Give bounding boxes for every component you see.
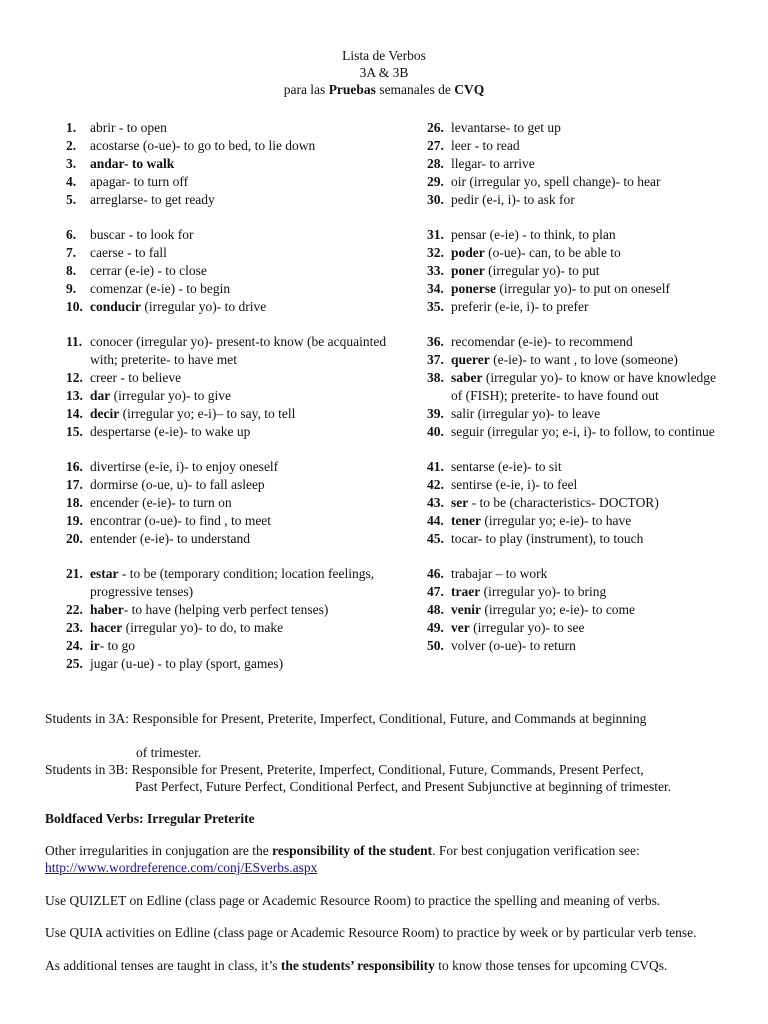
note-3b-line1: Students in 3B: Responsible for Present, Preterite, Imperfect, Conditional, Future, Commands, Present Perfect, xyxy=(45,762,644,777)
verb-item xyxy=(66,119,416,137)
verb-text xyxy=(90,565,416,601)
verb-item xyxy=(66,405,416,423)
verb-item xyxy=(427,280,727,298)
verb-text xyxy=(90,280,416,298)
verb-text xyxy=(90,601,416,619)
verb-number: 19. xyxy=(66,513,83,528)
verb-definition: trabajar – to work xyxy=(451,566,548,581)
verb-item xyxy=(66,476,416,494)
boldfaced-note: Boldfaced Verbs: Irregular Preterite xyxy=(45,811,255,826)
verb-item xyxy=(66,173,416,191)
verb-item xyxy=(66,137,416,155)
verb-number: 38. xyxy=(427,370,444,385)
verb-bold: ponerse xyxy=(451,281,496,296)
verb-bold: tener xyxy=(451,513,481,528)
note-3a-line1: Students in 3A: Responsible for Present, Preterite, Imperfect, Conditional, Future, and Commands at beginning xyxy=(45,711,647,726)
verb-item xyxy=(427,244,727,262)
verb-number: 50. xyxy=(427,638,444,653)
verb-definition: cerrar (e-ie) - to close xyxy=(90,263,207,278)
verb-item xyxy=(427,494,727,512)
verb-item xyxy=(66,191,416,209)
verb-text xyxy=(451,423,727,441)
verb-definition: leer - to read xyxy=(451,138,520,153)
verb-number: 32. xyxy=(427,245,444,260)
verb-number: 22. xyxy=(66,602,83,617)
verb-definition: - to go xyxy=(99,638,135,653)
verb-number: 13. xyxy=(66,388,83,403)
verb-item xyxy=(427,583,727,601)
subtitle-line xyxy=(0,81,768,98)
other-text-post: . For best conjugation verification see: xyxy=(432,843,640,858)
verb-group xyxy=(66,565,416,673)
verb-number: 49. xyxy=(427,620,444,635)
verb-number: 29. xyxy=(427,174,444,189)
verb-text xyxy=(90,458,416,476)
verb-number: 11. xyxy=(66,334,83,349)
verb-item xyxy=(66,387,416,405)
verb-number: 3. xyxy=(66,156,77,171)
other-irregularities-note xyxy=(45,842,725,876)
verb-group xyxy=(66,458,416,548)
verb-group xyxy=(427,333,727,441)
verb-text xyxy=(90,137,416,155)
subtitle-text-mid: semanales de xyxy=(375,82,455,97)
verb-item xyxy=(66,637,416,655)
verb-definition: (irregular yo)- to see xyxy=(469,620,585,635)
verb-text xyxy=(451,476,727,494)
verb-definition: dormirse (o-ue, u)- to fall asleep xyxy=(90,477,265,492)
verb-column-left xyxy=(66,119,416,690)
verb-bold: haber xyxy=(90,602,124,617)
verb-number: 1. xyxy=(66,120,77,135)
verb-item xyxy=(66,333,416,369)
verb-definition: tocar- to play (instrument), to touch xyxy=(451,531,644,546)
verb-number: 28. xyxy=(427,156,444,171)
verb-text xyxy=(90,387,416,405)
verb-number: 8. xyxy=(66,263,77,278)
verb-item xyxy=(66,458,416,476)
title: Lista de Verbos xyxy=(342,48,426,63)
verb-item xyxy=(427,619,727,637)
verb-number: 33. xyxy=(427,263,444,278)
verb-item xyxy=(427,369,727,405)
note-3a-line2: of trimester. xyxy=(136,745,202,760)
other-text-bold: responsibility of the student xyxy=(272,843,433,858)
verb-item xyxy=(427,226,727,244)
verb-group xyxy=(66,226,416,316)
verb-bold: venir xyxy=(451,602,481,617)
verb-number: 41. xyxy=(427,459,444,474)
verb-definition: llegar- to arrive xyxy=(451,156,535,171)
verb-text xyxy=(451,565,727,583)
quizlet-note: Use QUIZLET on Edline (class page or Academic Resource Room) to practice the spelling and meaning of verbs. xyxy=(45,893,661,908)
verb-text xyxy=(90,333,416,369)
verb-item xyxy=(66,423,416,441)
verb-item xyxy=(66,280,416,298)
verb-item xyxy=(66,512,416,530)
verb-number: 6. xyxy=(66,227,77,242)
verb-group xyxy=(66,119,416,209)
verb-bold: andar- to walk xyxy=(90,156,175,171)
verb-definition: preferir (e-ie, i)- to prefer xyxy=(451,299,589,314)
verb-item xyxy=(427,601,727,619)
verb-item xyxy=(427,423,727,441)
verb-group xyxy=(66,333,416,441)
verb-group xyxy=(427,565,727,655)
verb-item xyxy=(427,333,727,351)
verb-item xyxy=(427,530,727,548)
verb-text xyxy=(451,351,727,369)
verb-text xyxy=(451,494,727,512)
verb-text xyxy=(90,494,416,512)
verb-number: 16. xyxy=(66,459,83,474)
verb-item xyxy=(66,494,416,512)
verb-number: 25. xyxy=(66,656,83,671)
verb-definition: acostarse (o-ue)- to go to bed, to lie down xyxy=(90,138,316,153)
verb-text xyxy=(90,637,416,655)
verb-text xyxy=(90,405,416,423)
verb-text xyxy=(451,333,727,351)
verb-number: 10. xyxy=(66,299,83,314)
verb-definition: salir (irregular yo)- to leave xyxy=(451,406,601,421)
subtitle: 3A & 3B xyxy=(359,65,409,80)
verb-text xyxy=(451,262,727,280)
verb-bold: querer xyxy=(451,352,490,367)
verb-number: 15. xyxy=(66,424,83,439)
verb-bold: saber xyxy=(451,370,483,385)
document-header xyxy=(0,47,768,98)
wordreference-link[interactable]: http://www.wordreference.com/conj/ESverbs.aspx xyxy=(45,860,318,875)
verb-number: 44. xyxy=(427,513,444,528)
verb-definition: (e-ie)- to want , to love (someone) xyxy=(489,352,678,367)
verb-bold: hacer xyxy=(90,620,123,635)
verb-number: 37. xyxy=(427,352,444,367)
note-3b-line2: Past Perfect, Future Perfect, Conditional Perfect, and Present Subjunctive at beginning of trimester. xyxy=(135,779,672,794)
verb-group xyxy=(427,119,727,209)
verb-text xyxy=(451,298,727,316)
quia-note: Use QUIA activities on Edline (class page or Academic Resource Room) to practice by week or by particular verb tense. xyxy=(45,925,697,940)
verb-definition: (irregular yo; e-ie)- to come xyxy=(481,602,636,617)
verb-number: 27. xyxy=(427,138,444,153)
additional-tenses-note xyxy=(45,957,725,974)
verb-number: 9. xyxy=(66,281,77,296)
verb-column-right xyxy=(427,119,727,672)
verb-definition: - to be (temporary condition; location feelings, progressive tenses) xyxy=(90,566,375,599)
verb-item xyxy=(66,530,416,548)
verb-definition: divertirse (e-ie, i)- to enjoy oneself xyxy=(90,459,279,474)
verb-definition: (irregular yo)- to put on oneself xyxy=(496,281,670,296)
verb-text xyxy=(90,530,416,548)
verb-text xyxy=(90,226,416,244)
verb-number: 34. xyxy=(427,281,444,296)
verb-definition: - to have (helping verb perfect tenses) xyxy=(123,602,329,617)
verb-text xyxy=(451,191,727,209)
verb-definition: creer - to believe xyxy=(90,370,182,385)
verb-definition: levantarse- to get up xyxy=(451,120,561,135)
verb-item xyxy=(66,155,416,173)
verb-text xyxy=(90,298,416,316)
verb-text xyxy=(451,601,727,619)
verb-text xyxy=(451,637,727,655)
verb-definition: buscar - to look for xyxy=(90,227,194,242)
verb-item xyxy=(427,262,727,280)
verb-definition: pensar (e-ie) - to think, to plan xyxy=(451,227,616,242)
verb-definition: encontrar (o-ue)- to find , to meet xyxy=(90,513,272,528)
verb-definition: (irregular yo)- to know or have knowledge of (FISH); preterite- to have found out xyxy=(451,370,717,403)
verb-text xyxy=(451,244,727,262)
verb-text xyxy=(451,226,727,244)
verb-definition: entender (e-ie)- to understand xyxy=(90,531,251,546)
verb-definition: apagar- to turn off xyxy=(90,174,189,189)
verb-item xyxy=(427,405,727,423)
verb-bold: dar xyxy=(90,388,111,403)
verb-definition: - to be (characteristics- DOCTOR) xyxy=(468,495,659,510)
verb-number: 17. xyxy=(66,477,83,492)
verb-item xyxy=(66,244,416,262)
verb-item xyxy=(66,262,416,280)
verb-number: 5. xyxy=(66,192,77,207)
verb-number: 30. xyxy=(427,192,444,207)
verb-definition: recomendar (e-ie)- to recommend xyxy=(451,334,633,349)
verb-text xyxy=(90,173,416,191)
verb-number: 35. xyxy=(427,299,444,314)
verb-number: 26. xyxy=(427,120,444,135)
verb-text xyxy=(451,119,727,137)
verb-item xyxy=(427,137,727,155)
verb-definition: seguir (irregular yo; e-i, i)- to follow, to continue xyxy=(451,424,715,439)
verb-text xyxy=(90,369,416,387)
verb-text xyxy=(451,173,727,191)
verb-text xyxy=(451,583,727,601)
verb-item xyxy=(66,369,416,387)
verb-group xyxy=(427,226,727,316)
verb-text xyxy=(451,458,727,476)
verb-number: 43. xyxy=(427,495,444,510)
verb-number: 7. xyxy=(66,245,77,260)
verb-text xyxy=(90,155,416,173)
verb-definition: sentarse (e-ie)- to sit xyxy=(451,459,562,474)
verb-definition: (irregular yo; e-i)– to say, to tell xyxy=(119,406,296,421)
verb-number: 36. xyxy=(427,334,444,349)
verb-number: 2. xyxy=(66,138,77,153)
verb-text xyxy=(451,530,727,548)
verb-bold: conducir xyxy=(90,299,142,314)
verb-item xyxy=(427,351,727,369)
verb-bold: poder xyxy=(451,245,485,260)
verb-number: 46. xyxy=(427,566,444,581)
verb-item xyxy=(427,191,727,209)
verb-number: 24. xyxy=(66,638,83,653)
verb-item xyxy=(427,565,727,583)
subtitle-text-pre: para las xyxy=(283,82,329,97)
verb-number: 21. xyxy=(66,566,83,581)
verb-item xyxy=(66,565,416,601)
verb-definition: (irregular yo)- to bring xyxy=(480,584,607,599)
verb-item xyxy=(427,173,727,191)
verb-definition: (irregular yo)- to give xyxy=(110,388,231,403)
verb-number: 45. xyxy=(427,531,444,546)
verb-bold: decir xyxy=(90,406,120,421)
verb-definition: despertarse (e-ie)- to wake up xyxy=(90,424,251,439)
verb-definition: (o-ue)- can, to be able to xyxy=(484,245,621,260)
verb-item xyxy=(66,298,416,316)
verb-number: 18. xyxy=(66,495,83,510)
verb-number: 47. xyxy=(427,584,444,599)
verb-bold: ser xyxy=(451,495,469,510)
verb-text xyxy=(451,137,727,155)
verb-definition: abrir - to open xyxy=(90,120,167,135)
verb-number: 14. xyxy=(66,406,83,421)
verb-item xyxy=(66,655,416,673)
verb-text xyxy=(451,280,727,298)
verb-item xyxy=(427,458,727,476)
verb-item xyxy=(427,298,727,316)
verb-text xyxy=(451,155,727,173)
verb-bold: estar xyxy=(90,566,119,581)
verb-text xyxy=(90,244,416,262)
verb-item xyxy=(427,637,727,655)
verb-definition: conocer (irregular yo)- present-to know (be acquainted with; preterite- to have met xyxy=(90,334,387,367)
subtitle-bold-pruebas: Pruebas xyxy=(328,82,376,97)
verb-definition: (irregular yo)- to drive xyxy=(141,299,267,314)
verb-definition: oir (irregular yo, spell change)- to hear xyxy=(451,174,661,189)
additional-text-post: to know those tenses for upcoming CVQs. xyxy=(434,958,668,973)
verb-definition: pedir (e-i, i)- to ask for xyxy=(451,192,575,207)
verb-bold: ver xyxy=(451,620,470,635)
verb-bold: traer xyxy=(451,584,481,599)
verb-definition: (irregular yo)- to do, to make xyxy=(122,620,284,635)
verb-text xyxy=(451,512,727,530)
verb-number: 48. xyxy=(427,602,444,617)
verb-item xyxy=(427,155,727,173)
verb-definition: (irregular yo; e-ie)- to have xyxy=(480,513,632,528)
verb-number: 20. xyxy=(66,531,83,546)
verb-group xyxy=(427,458,727,548)
verb-bold: poner xyxy=(451,263,485,278)
additional-text-pre: As additional tenses are taught in class, it’s xyxy=(45,958,281,973)
verb-text xyxy=(90,476,416,494)
verb-text xyxy=(451,369,727,405)
verb-text xyxy=(90,262,416,280)
verb-number: 40. xyxy=(427,424,444,439)
verb-text xyxy=(90,191,416,209)
verb-item xyxy=(66,601,416,619)
verb-definition: encender (e-ie)- to turn on xyxy=(90,495,232,510)
verb-text xyxy=(90,619,416,637)
verb-text xyxy=(451,405,727,423)
verb-text xyxy=(90,119,416,137)
verb-text xyxy=(451,619,727,637)
note-3a xyxy=(45,710,725,761)
verb-number: 23. xyxy=(66,620,83,635)
verb-number: 42. xyxy=(427,477,444,492)
note-3b xyxy=(45,761,725,795)
verb-definition: comenzar (e-ie) - to begin xyxy=(90,281,231,296)
verb-text xyxy=(90,423,416,441)
verb-definition: jugar (u-ue) - to play (sport, games) xyxy=(90,656,284,671)
verb-number: 12. xyxy=(66,370,83,385)
verb-number: 31. xyxy=(427,227,444,242)
verb-item xyxy=(427,476,727,494)
other-text-pre: Other irregularities in conjugation are the xyxy=(45,843,273,858)
verb-definition: sentirse (e-ie, i)- to feel xyxy=(451,477,578,492)
verb-item xyxy=(66,226,416,244)
additional-text-bold: the students’ responsibility xyxy=(280,958,435,973)
verb-item xyxy=(427,512,727,530)
verb-item xyxy=(427,119,727,137)
verb-bold: ir xyxy=(90,638,100,653)
verb-number: 4. xyxy=(66,174,77,189)
verb-definition: volver (o-ue)- to return xyxy=(451,638,576,653)
verb-definition: (irregular yo)- to put xyxy=(484,263,600,278)
verb-definition: arreglarse- to get ready xyxy=(90,192,215,207)
verb-definition: caerse - to fall xyxy=(90,245,167,260)
subtitle-bold-cvq: CVQ xyxy=(454,82,485,97)
verb-text xyxy=(90,512,416,530)
verb-item xyxy=(66,619,416,637)
verb-text xyxy=(90,655,416,673)
verb-number: 39. xyxy=(427,406,444,421)
